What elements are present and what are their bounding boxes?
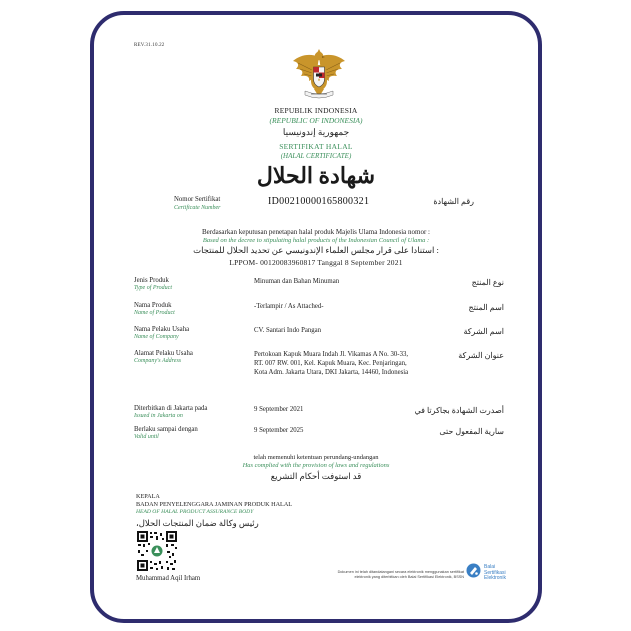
valid-date: 9 September 2025	[254, 427, 304, 434]
basis-text-ar: استنادا على قرار مجلس العلماء الإندونيسي عن تحديد الحلال للمنتجات :	[193, 245, 439, 255]
revision-code: REV.31.10.22	[134, 43, 165, 48]
signer-name: Muhammad Aqil Irham	[136, 575, 201, 582]
certificate-number-label: Nomor Sertifikat	[174, 196, 221, 203]
certificate-number-value: ID00210000165800321	[268, 196, 370, 207]
field-value: CV. Santari Indo Pangan	[254, 327, 322, 334]
field-label: Jenis Produk	[134, 277, 169, 284]
republic-title-en: (REPUBLIC OF INDONESIA)	[269, 116, 363, 125]
bsre-logo-text	[484, 565, 506, 582]
field-label-ar: عنوان الشركة	[458, 351, 504, 360]
field-label-ar: اسم الشركة	[463, 327, 504, 336]
authority-title	[136, 493, 292, 509]
certificate-number-label-en: Certificate Number	[174, 205, 221, 211]
field-value: Minuman dan Bahan Minuman	[254, 278, 340, 285]
bsre-text-line-3: Elektronik	[484, 575, 506, 581]
issued-label-ar: أصدرت الشهادة بجاكرتا في	[414, 406, 504, 415]
electronic-note-line-1: Dokumen ini telah ditandatangani secara elektronik menggunakan sertifikat	[337, 570, 464, 574]
field-label-en: Company's Address	[134, 358, 182, 364]
field-label: Nama Produk	[134, 302, 172, 309]
field-label-en: Name of Company	[134, 334, 179, 340]
valid-label: Berlaku sampai dengan	[134, 426, 198, 433]
issued-label-en: Issued in Jakarta on	[134, 413, 183, 419]
halal-certificate	[94, 15, 538, 619]
field-label-ar: نوع المنتج	[471, 278, 504, 287]
certificate-title-ar: شهادة الحلال	[256, 163, 376, 188]
authority-line-2: BADAN PENYELENGGARA JAMINAN PRODUK HALAL	[136, 501, 293, 508]
field-value: Pertokoan Kapuk Muara Indah Jl. Vikamas A No. 30-33, RT. 007 RW. 001, Kel. Kapuk Muara, Kec. Penjaringan, Kota Adm. Jakarta Utara, DKI Jakarta, 14460, Indonesia	[254, 351, 409, 376]
field-label-en: Name of Product	[134, 310, 175, 316]
valid-label-en: Valid until	[134, 434, 159, 440]
certificate-frame	[90, 11, 542, 623]
field-label-en: Type of Product	[134, 285, 172, 291]
authority-title-ar: رئيس وكالة ضمان المنتجات الحلال،	[136, 518, 259, 528]
republic-title: REPUBLIK INDONESIA	[274, 106, 358, 115]
valid-label-ar: سارية المفعول حتى	[439, 427, 504, 436]
electronic-note-line-2: elektronik yang diterbitkan oleh Balai Sertifikasi Elektronik, BSSN	[354, 575, 464, 579]
compliance-text-ar: قد استوفت أحكام التشريع	[270, 471, 362, 481]
issued-date: 9 September 2021	[254, 406, 304, 413]
field-label-ar: اسم المنتج	[468, 303, 504, 312]
lppom-reference: LPPOM- 00120083960817 Tanggal 8 September 2021	[229, 258, 403, 267]
garuda-pancasila-icon	[290, 47, 348, 103]
field-value: -Terlampir / As Attached-	[254, 303, 324, 310]
authority-title-en: HEAD OF HALAL PRODUCT ASSURANCE BODY	[136, 509, 254, 515]
bsre-text-line-2: Sertifikasi	[484, 569, 506, 576]
field-label: Nama Pelaku Usaha	[134, 326, 190, 333]
certificate-title: SERTIFIKAT HALAL	[279, 142, 353, 151]
qr-code-icon	[136, 530, 178, 572]
certificate-title-en: (HALAL CERTIFICATE)	[280, 152, 352, 160]
basis-text-en: Based on the decree to stipulating halal products of the Indonesian Council of Ulama :	[202, 237, 430, 244]
authority-line-1: KEPALA	[136, 493, 160, 500]
issued-label: Diterbitkan di Jakarta pada	[134, 405, 208, 412]
electronic-signature-note	[316, 570, 464, 580]
field-label: Alamat Pelaku Usaha	[134, 350, 193, 357]
compliance-text-en: Has complied with the provision of laws and regulations	[242, 462, 390, 469]
compliance-text: telah memenuhi ketentuan perundang-undangan	[253, 454, 379, 461]
basis-text: Berdasarkan keputusan penetapan halal produk Majelis Ulama Indonesia nomor :	[201, 228, 430, 236]
republic-title-ar: جمهورية إندونيسيا	[282, 127, 350, 137]
certificate-number-label-ar: رقم الشهادة	[433, 197, 474, 206]
bsre-logo-icon	[466, 563, 481, 578]
bsre-text-line-1: Balai	[484, 564, 496, 570]
